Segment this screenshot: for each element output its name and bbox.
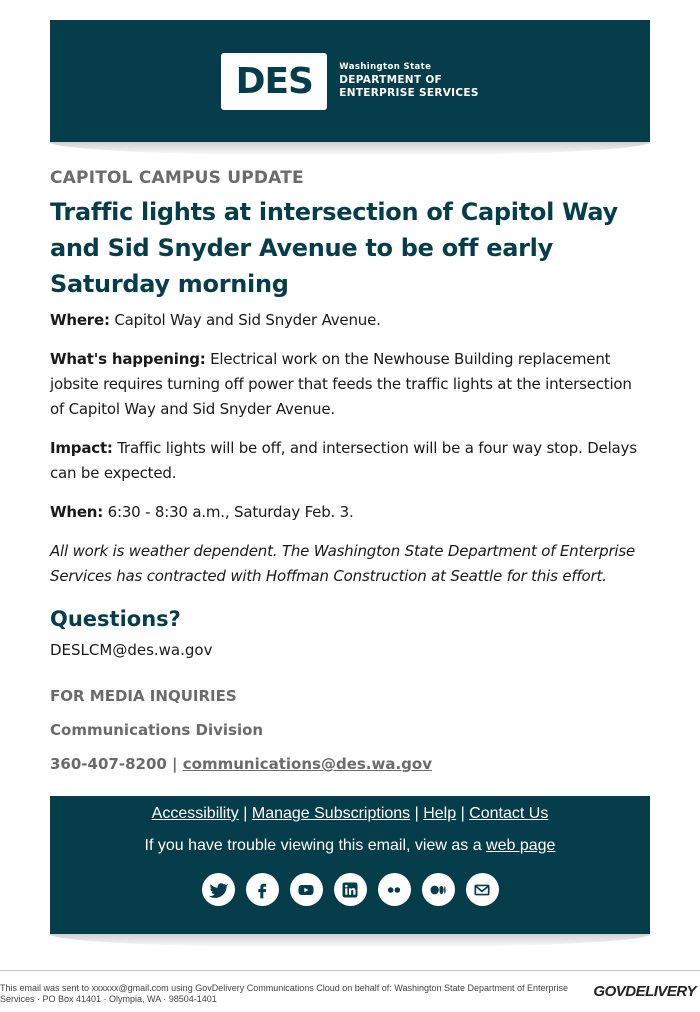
questions-heading: Questions? (50, 607, 181, 631)
headline: Traffic lights at intersection of Capitol Way and Sid Snyder Avenue to be off early Saturday morning (50, 198, 618, 298)
questions-email: DESLCM@des.wa.gov (50, 641, 213, 659)
media-contact-line (50, 755, 650, 773)
sent-to-text: This email was sent to xxxxxx@gmail.com using GovDelivery Communications Cloud on behalf of: Washington State Department of Enterprise Services · PO Box 41401 · Olympia, WA · 98504-1401 (0, 983, 569, 1004)
logo-state: Washington State (339, 62, 432, 72)
footer-note-text: If you have trouble viewing this email, view as a (144, 837, 487, 854)
facebook-icon[interactable] (246, 873, 279, 906)
youtube-icon[interactable] (290, 873, 323, 906)
social-row (50, 873, 650, 906)
happening-label: What's happening: (50, 350, 206, 368)
when-text: 6:30 - 8:30 a.m., Saturday Feb. 3. (103, 503, 354, 521)
web-page-link[interactable]: web page (486, 837, 556, 854)
media-phone: 360-407-8200 (50, 755, 167, 773)
flickr-icon[interactable] (378, 873, 411, 906)
media-division: Communications Division (50, 721, 264, 739)
twitter-icon[interactable] (202, 873, 235, 906)
media-heading: FOR MEDIA INQUIRIES (50, 687, 237, 705)
header-banner (50, 20, 650, 142)
email-container (50, 20, 650, 773)
footer-note (50, 837, 650, 855)
logo-line-1: DEPARTMENT OF (339, 74, 443, 86)
header-shadow (50, 142, 650, 156)
footer-separator: | (410, 805, 424, 822)
govdelivery-logo[interactable]: GOVDELIVERY (593, 983, 696, 1000)
happening-paragraph (50, 347, 650, 422)
footer-shadow (50, 934, 650, 948)
logo-line-2: ENTERPRISE SERVICES (339, 87, 479, 99)
where-text: Capitol Way and Sid Snyder Avenue. (109, 311, 381, 329)
footer-separator: | (456, 805, 470, 822)
accessibility-link[interactable]: Accessibility (151, 805, 239, 822)
media-email-link[interactable]: communications@des.wa.gov (182, 755, 432, 773)
medium-icon[interactable] (422, 873, 455, 906)
manage-subscriptions-link[interactable]: Manage Subscriptions (251, 805, 411, 822)
email-icon[interactable] (466, 873, 499, 906)
des-logo-text (339, 62, 478, 100)
when-paragraph (50, 500, 650, 525)
footer-links (50, 805, 650, 823)
govdelivery-footer (0, 970, 700, 1012)
footer-banner (50, 796, 650, 934)
footer-separator: | (238, 805, 252, 822)
des-logo-mark: DES (221, 53, 327, 110)
contact-us-link[interactable]: Contact Us (469, 805, 549, 822)
des-logo[interactable] (221, 53, 478, 110)
article-body (50, 156, 650, 773)
impact-label: Impact: (50, 439, 113, 457)
impact-text: Traffic lights will be off, and intersection will be a four way stop. Delays can be expected. (50, 439, 637, 482)
kicker: CAPITOL CAMPUS UPDATE (50, 168, 304, 188)
where-paragraph (50, 308, 650, 333)
happening-text: Electrical work on the Newhouse Building replacement jobsite requires turning off power that feeds the traffic lights at the intersection of Capitol Way and Sid Snyder Avenue. (50, 350, 632, 418)
disclaimer: All work is weather dependent. The Washington State Department of Enterprise Services has contracted with Hoffman Construction at Seattle for this effort. (50, 542, 636, 585)
impact-paragraph (50, 436, 650, 486)
linkedin-icon[interactable] (334, 873, 367, 906)
where-label: Where: (50, 311, 110, 329)
media-separator: | (166, 755, 183, 773)
help-link[interactable]: Help (423, 805, 457, 822)
when-label: When: (50, 503, 104, 521)
